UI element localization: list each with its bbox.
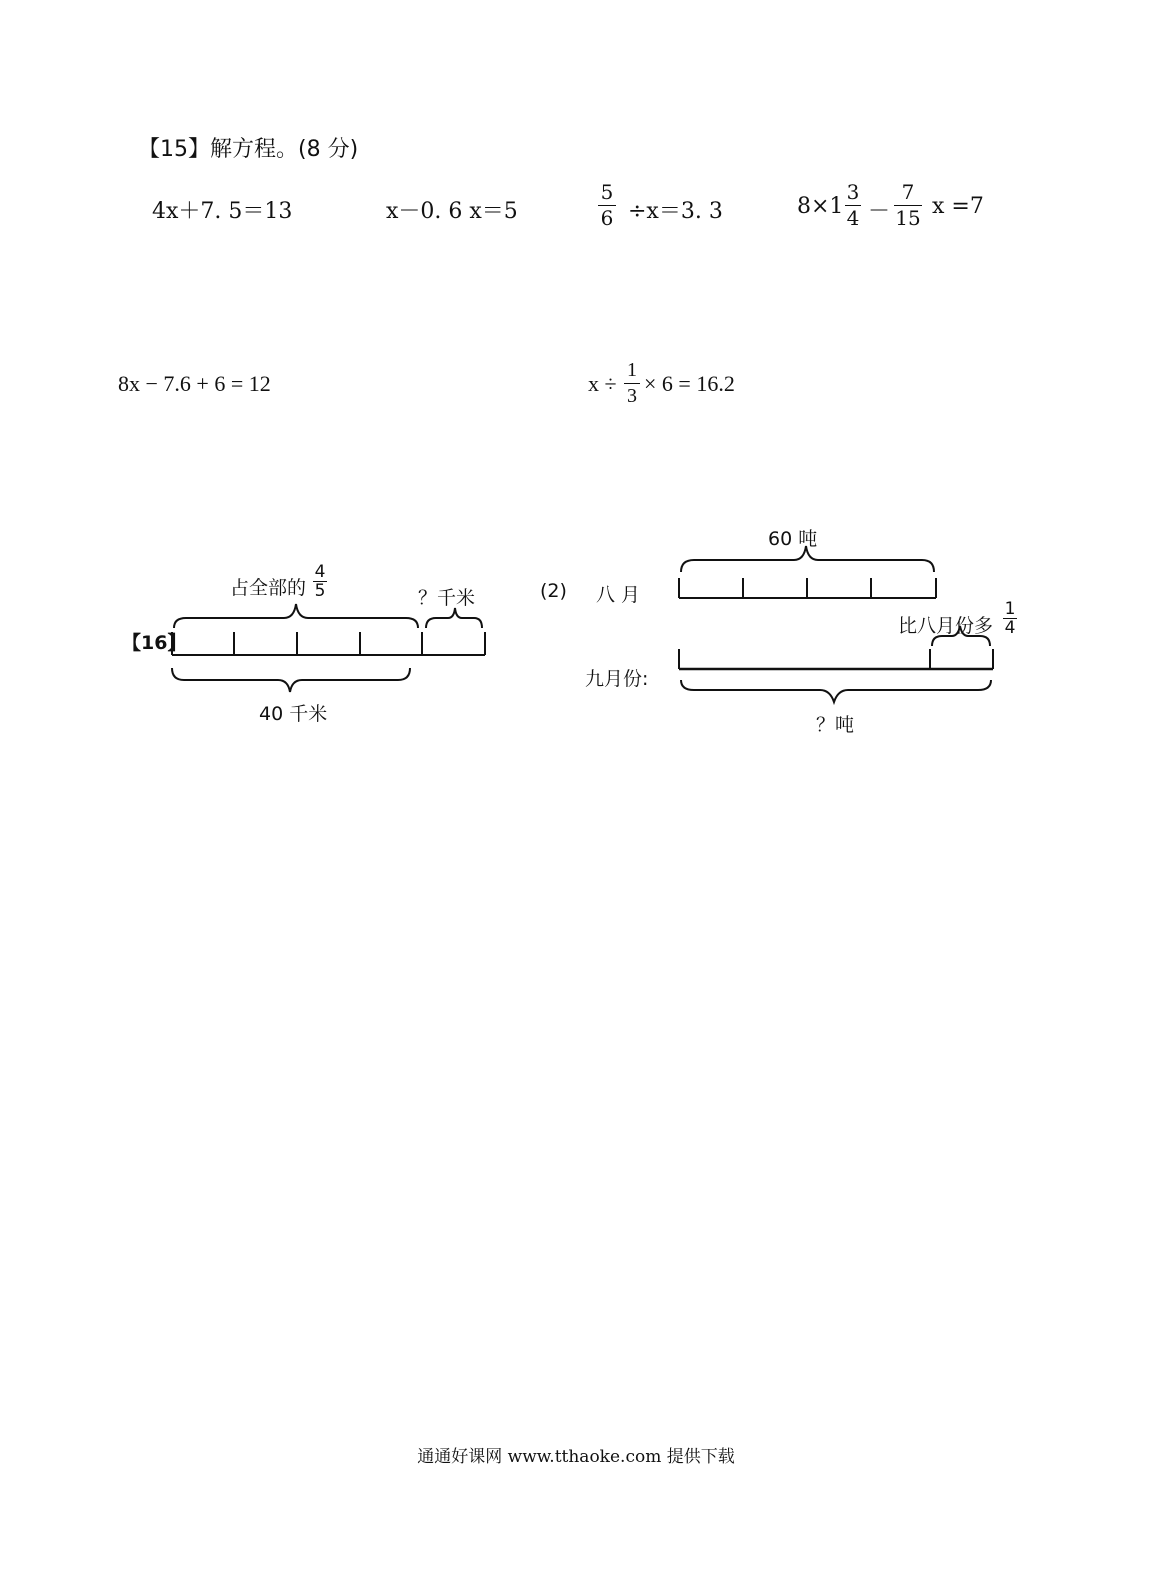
q16-label: 【16】 [122, 632, 187, 654]
equation-5: 8x − 7.6 + 6 = 12 [118, 371, 271, 396]
q16-top-brace [174, 604, 418, 628]
equation-1: 4x＋7. 5＝13 [152, 199, 293, 224]
q16-2-part-label: (2) [540, 580, 567, 602]
equation-3-fraction: 5 6 [598, 180, 616, 230]
august-total-label: 60 吨 [768, 528, 818, 550]
q16-top-label: 占全部的 [230, 577, 307, 599]
more-fraction: 1 4 [1004, 599, 1016, 638]
equation-6-prefix: x ÷ [588, 371, 617, 396]
equation-3-rest: ÷x＝3. 3 [628, 199, 723, 224]
q16-unknown-label: ？千米 [418, 587, 476, 609]
q16-total-label: 40 千米 [259, 703, 328, 725]
september-bottom-brace [681, 680, 991, 702]
equation-4-minus: － [868, 199, 891, 224]
q16-bottom-brace [172, 668, 410, 692]
september-label: 九月份: [585, 668, 649, 690]
september-unknown-label: ？吨 [816, 714, 855, 736]
equation-4-rest: x =7 [932, 194, 984, 219]
q16-unknown-brace [426, 608, 482, 628]
equation-4-prefix: 8×1 [797, 194, 844, 219]
question-15-title: 【15】解方程。(8 分) [138, 137, 359, 162]
equation-2: x－0. 6 x＝5 [386, 199, 518, 224]
equation-6-rest: × 6 = 16.2 [644, 371, 735, 396]
equation-4-fraction: 7 15 [895, 180, 921, 230]
equation-6-fraction: 1 3 [624, 358, 640, 408]
footer-source: 通通好课网 www.tthaoke.com 提供下载 [417, 1447, 735, 1467]
q16-top-fraction: 4 5 [314, 562, 326, 601]
more-label: 比八月份多 [898, 615, 994, 637]
august-label: 八 月 [596, 584, 641, 606]
equation-4-mixed-fraction: 3 4 [846, 180, 860, 230]
